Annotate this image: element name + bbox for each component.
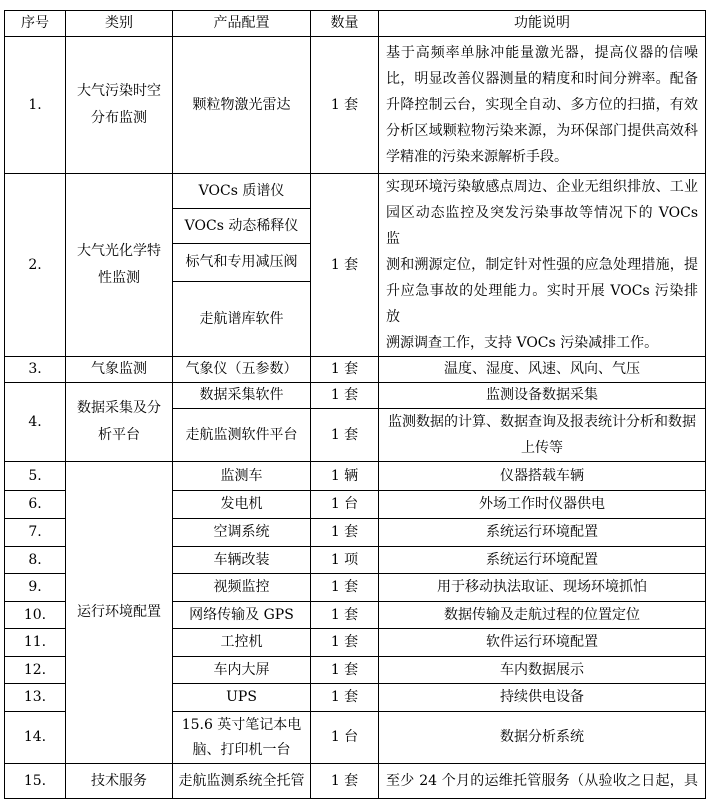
- product-cell: 车辆改装: [173, 547, 311, 574]
- quantity-cell: 1 套: [311, 519, 379, 547]
- row-number: 12.: [5, 657, 66, 684]
- product-cell: 走航监测系统全托管: [173, 764, 311, 799]
- quantity-cell: 1 套: [311, 764, 379, 799]
- product-cell: UPS: [173, 684, 311, 712]
- quantity-cell: 1 项: [311, 547, 379, 574]
- row-number: 9.: [5, 574, 66, 602]
- product-cell: 工控机: [173, 629, 311, 657]
- table-row: [5, 764, 706, 799]
- row-number: 2.: [5, 174, 66, 357]
- function-cell: [379, 174, 706, 357]
- row-number: 11.: [5, 629, 66, 657]
- table-row: [5, 383, 706, 409]
- quantity-cell: 1 辆: [311, 462, 379, 491]
- row-number: 7.: [5, 519, 66, 547]
- quantity-cell: 1 套: [311, 174, 379, 357]
- product-cell: 网络传输及 GPS: [173, 602, 311, 629]
- product-cell: 发电机: [173, 491, 311, 519]
- function-cell: 数据传输及走航过程的位置定位: [379, 602, 706, 629]
- product-cell: 气象仪（五参数）: [173, 357, 311, 383]
- quantity-cell: 1 套: [311, 409, 379, 462]
- product-cell: 标气和专用减压阀: [173, 244, 311, 282]
- table-row: [5, 357, 706, 383]
- function-cell: 车内数据展示: [379, 657, 706, 684]
- header-number: 序号: [5, 11, 66, 37]
- product-cell: 走航谱库软件: [173, 282, 311, 357]
- row-number: 13.: [5, 684, 66, 712]
- function-line: 升降控制云台，实现全自动、多方位的扫描，有效: [386, 97, 698, 113]
- product-cell: VOCs 质谱仪: [173, 174, 311, 209]
- quantity-cell: 1 套: [311, 629, 379, 657]
- function-cell: [379, 764, 706, 799]
- category-line: 析平台: [98, 427, 140, 443]
- table-row: [5, 37, 706, 174]
- quantity-cell: 1 套: [311, 684, 379, 712]
- category-line: 分布监测: [91, 110, 147, 126]
- function-line: 升应急事故的处理能力。实时开展 VOCs 污染排放: [386, 283, 698, 325]
- function-line: 监测数据的计算、数据查询及报表统计分析和数据: [388, 414, 696, 430]
- header-row: [5, 11, 706, 37]
- function-cell: 软件运行环境配置: [379, 629, 706, 657]
- product-cell: 监测车: [173, 462, 311, 491]
- product-cell: 颗粒物激光雷达: [173, 37, 311, 174]
- quantity-cell: 1 套: [311, 602, 379, 629]
- category-line: 大气光化学特: [77, 243, 161, 259]
- function-line: 实现环境污染敏感点周边、企业无组织排放、工业: [386, 179, 698, 195]
- row-number: 6.: [5, 491, 66, 519]
- equipment-spec-table: [4, 10, 706, 799]
- product-cell: 数据采集软件: [173, 383, 311, 409]
- quantity-cell: 1 台: [311, 491, 379, 519]
- table-row: [5, 174, 706, 209]
- function-cell: 温度、湿度、风速、风向、气压: [379, 357, 706, 383]
- product-cell: 车内大屏: [173, 657, 311, 684]
- function-line: 园区动态监控及突发污染事故等情况下的 VOCs 监: [386, 205, 698, 247]
- function-line: 上传等: [521, 440, 563, 456]
- table-row: [5, 462, 706, 491]
- function-line: 溯源调查工作，支持 VOCs 污染减排工作。: [386, 335, 659, 351]
- row-number: 3.: [5, 357, 66, 383]
- quantity-cell: 1 套: [311, 37, 379, 174]
- category-cell: [66, 37, 173, 174]
- category-line: 性监测: [98, 270, 140, 286]
- function-cell: 用于移动执法取证、现场环境抓怕: [379, 574, 706, 602]
- row-number: 14.: [5, 712, 66, 764]
- function-line: 比，明显改善仪器测量的精度和时间分辨率。配备: [386, 71, 698, 87]
- row-number: 4.: [5, 383, 66, 462]
- product-line: 脑、打印机一台: [192, 741, 291, 758]
- function-line: 分析区域颗粒物污染来源，为环保部门提供高效科: [386, 123, 698, 139]
- function-line: 至少 24 个月的运维托管服务（从验收之日起，具: [386, 773, 698, 789]
- function-cell: 持续供电设备: [379, 684, 706, 712]
- quantity-cell: 1 台: [311, 712, 379, 764]
- function-line: 基于高频率单脉冲能量激光器，提高仪器的信噪: [386, 45, 698, 61]
- function-line: 测和溯源定位，制定针对性强的应急处理措施，提: [386, 257, 698, 273]
- product-cell: [173, 712, 311, 764]
- row-number: 10.: [5, 602, 66, 629]
- quantity-cell: 1 套: [311, 357, 379, 383]
- quantity-cell: 1 套: [311, 657, 379, 684]
- function-cell: 外场工作时仪器供电: [379, 491, 706, 519]
- row-number: 15.: [5, 764, 66, 799]
- category-cell: 气象监测: [66, 357, 173, 383]
- category-cell: [66, 383, 173, 462]
- function-cell: [379, 37, 706, 174]
- product-cell: 视频监控: [173, 574, 311, 602]
- product-cell: VOCs 动态稀释仪: [173, 209, 311, 244]
- header-product: 产品配置: [173, 11, 311, 37]
- product-cell: 空调系统: [173, 519, 311, 547]
- category-cell: 技术服务: [66, 764, 173, 799]
- function-cell: [379, 409, 706, 462]
- row-number: 5.: [5, 462, 66, 491]
- category-cell: [66, 174, 173, 357]
- product-cell: 走航监测软件平台: [173, 409, 311, 462]
- function-cell: 系统运行环境配置: [379, 519, 706, 547]
- function-cell: 监测设备数据采集: [379, 383, 706, 409]
- quantity-cell: 1 套: [311, 574, 379, 602]
- header-quantity: 数量: [311, 11, 379, 37]
- function-cell: 系统运行环境配置: [379, 547, 706, 574]
- row-number: 8.: [5, 547, 66, 574]
- function-line: 学精准的污染来源解析手段。: [386, 149, 568, 165]
- header-function: 功能说明: [379, 11, 706, 37]
- function-cell: 仪器搭载车辆: [379, 462, 706, 491]
- category-cell: 运行环境配置: [66, 462, 173, 764]
- row-number: 1.: [5, 37, 66, 174]
- function-cell: 数据分析系统: [379, 712, 706, 764]
- category-line: 大气污染时空: [77, 83, 161, 99]
- quantity-cell: 1 套: [311, 383, 379, 409]
- header-category: 类别: [66, 11, 173, 37]
- category-line: 数据采集及分: [77, 400, 161, 416]
- product-line: 15.6 英寸笔记本电: [181, 716, 302, 733]
